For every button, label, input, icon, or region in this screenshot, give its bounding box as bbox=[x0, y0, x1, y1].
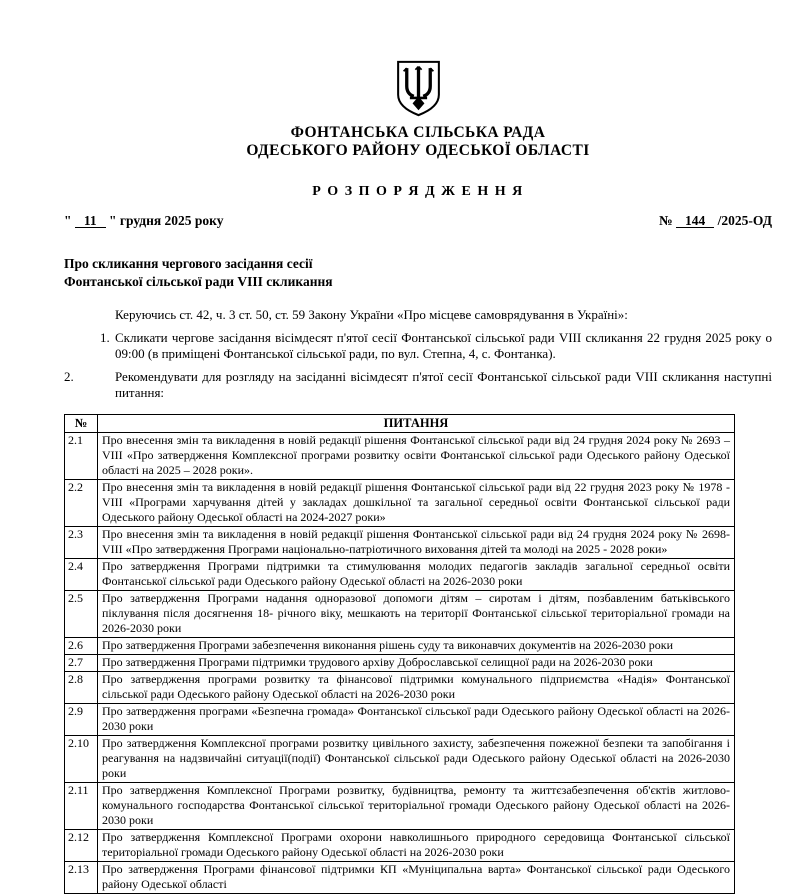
question-text: Про затвердження Комплексної Програми розвитку, будівництва, ремонту та життєзабезпечення об'єктів житлово-комунального господарства Фонтанської сільської територіальної громади Одеського району Одеської області на 2026-2030 роки bbox=[98, 783, 735, 830]
order-item-1-text: Скликати чергове засідання вісімдесят п'ятої сесії Фонтанської сільської ради VIII скликання 22 грудня 2025 року о 09:00 (в приміщені Фонтанської сільської ради, по вул. Степна, 4, с. Фонтанка). bbox=[115, 330, 772, 361]
question-text: Про затвердження Програми забезпечення виконання рішень суду та виконавчих документів на 2026-2030 роки bbox=[98, 638, 735, 655]
question-number: 2.1 bbox=[65, 433, 98, 480]
subject-block bbox=[64, 255, 772, 290]
column-header-number: № bbox=[65, 415, 98, 433]
meta-row bbox=[64, 213, 772, 229]
question-text: Про затвердження програми «Безпечна громада» Фонтанської сільської ради Одеського району Одеської області на 2026-2030 роки bbox=[98, 704, 735, 736]
doc-number-prefix: № bbox=[659, 213, 673, 228]
table-row bbox=[65, 830, 735, 862]
table-row bbox=[65, 736, 735, 783]
org-name-line1: ФОНТАНСЬКА СІЛЬСЬКА РАДА bbox=[290, 124, 546, 141]
questions-table-header-row bbox=[65, 415, 735, 433]
question-number: 2.13 bbox=[65, 862, 98, 894]
question-text: Про затвердження Комплексної Програми охорони навколишнього природного середовища Фонтанської сільської територіальної громади Одеського району Одеської області на 2026-2030 роки bbox=[98, 830, 735, 862]
question-number: 2.3 bbox=[65, 527, 98, 559]
doc-number bbox=[659, 213, 772, 229]
table-row bbox=[65, 480, 735, 527]
question-number: 2.12 bbox=[65, 830, 98, 862]
doc-number-suffix: /2025-ОД bbox=[717, 213, 772, 228]
question-text: Про затвердження Програми фінансової підтримки КП «Муніципальна варта» Фонтанської сільської ради Одеського району Одеської області bbox=[98, 862, 735, 894]
date-rest: грудня 2025 року bbox=[119, 213, 224, 228]
document-content bbox=[64, 0, 772, 894]
table-row bbox=[65, 559, 735, 591]
question-number: 2.7 bbox=[65, 655, 98, 672]
question-number: 2.2 bbox=[65, 480, 98, 527]
table-row bbox=[65, 591, 735, 638]
table-row bbox=[65, 638, 735, 655]
table-row bbox=[65, 862, 735, 894]
questions-table bbox=[64, 414, 735, 894]
questions-table-body bbox=[65, 433, 735, 894]
table-row bbox=[65, 783, 735, 830]
question-number: 2.4 bbox=[65, 559, 98, 591]
question-text: Про внесення змін та викладення в новій редакції рішення Фонтанської сільської ради від 24 грудня 2024 року № 2693 – VIII «Про затвердження Комплексної програми розвитку освіти Фонтанської сільської ради Одеського району Одеської області на 2025 – 2028 роки». bbox=[98, 433, 735, 480]
order-item-1 bbox=[64, 330, 772, 362]
table-row bbox=[65, 527, 735, 559]
order-item-2-text: Рекомендувати для розгляду на засіданні вісімдесят п'ятої сесії Фонтанської сільської ради VIII скликання наступні питання: bbox=[115, 369, 772, 400]
subject-line2: Фонтанської сільської ради VIII скликання bbox=[64, 273, 333, 289]
question-number: 2.10 bbox=[65, 736, 98, 783]
question-number: 2.11 bbox=[65, 783, 98, 830]
date-close-quote: " bbox=[109, 213, 117, 228]
date-day-value: 11 bbox=[75, 214, 106, 228]
question-text: Про затвердження програми розвитку та фінансової підтримки комунального підприємства «Надія» Фонтанської сільської ради Одеського району Одеської області на 2026-2030 роки bbox=[98, 672, 735, 704]
ukraine-trident-icon bbox=[395, 60, 442, 117]
subject-line1: Про скликання чергового засідання сесії bbox=[64, 256, 313, 271]
question-text: Про затвердження Програми підтримки та стимулювання молодих педагогів закладів загальної середньої освіти Фонтанської сільської ради Одеського району Одеської області на 2026-2030 роки bbox=[98, 559, 735, 591]
coat-of-arms bbox=[64, 60, 772, 117]
question-text: Про внесення змін та викладення в новій редакції рішення Фонтанської сільської ради від 22 грудня 2023 року № 1978 - VIII «Програми харчування дітей у закладах дошкільної та загальної середньої освіти Фонтанської сільської ради Одеського району Одеської області на 2024-2027 роки» bbox=[98, 480, 735, 527]
table-row bbox=[65, 433, 735, 480]
date-open-quote: " bbox=[64, 213, 72, 228]
doc-date bbox=[64, 213, 224, 229]
column-header-question: ПИТАННЯ bbox=[98, 415, 735, 433]
question-number: 2.9 bbox=[65, 704, 98, 736]
doc-type-title: Р О З П О Р Я Д Ж Е Н Н Я bbox=[312, 184, 524, 199]
org-name-line2: ОДЕСЬКОГО РАЙОНУ ОДЕСЬКОЇ ОБЛАСТІ bbox=[246, 142, 590, 159]
question-text: Про затвердження Програми підтримки трудового архіву Доброславської селищної ради на 2026-2030 роки bbox=[98, 655, 735, 672]
question-number: 2.5 bbox=[65, 591, 98, 638]
question-number: 2.6 bbox=[65, 638, 98, 655]
question-text: Про внесення змін та викладення в новій редакції рішення Фонтанської сільської ради від 24 грудня 2024 року № 2698-VIII «Про затвердження Програми національно-патріотичного виховання дітей та молоді на 2025 - 2028 роки» bbox=[98, 527, 735, 559]
order-item-1-number: 1. bbox=[100, 330, 110, 345]
question-text: Про затвердження Програми надання одноразової допомоги дітям – сиротам і дітям, позбавленим батьківського піклування після досягнення 18- річного віку, мешкають на території Фонтанської сільської територіальної громади на 2026-2030 роки bbox=[98, 591, 735, 638]
preamble-text: Керуючись ст. 42, ч. 3 ст. 50, ст. 59 Закону України «Про місцеве самоврядування в Україні»: bbox=[115, 307, 628, 322]
question-text: Про затвердження Комплексної програми розвитку цивільного захисту, забезпечення пожежної безпеки та запобігання і реагування на надзвичайні ситуації(події) Фонтанської сільської ради Одеського району Одеської області на 2026-2030 роки bbox=[98, 736, 735, 783]
table-row bbox=[65, 704, 735, 736]
order-item-2-number: 2. bbox=[64, 369, 74, 384]
doc-number-value: 144 bbox=[676, 214, 714, 228]
table-row bbox=[65, 655, 735, 672]
table-row bbox=[65, 672, 735, 704]
question-number: 2.8 bbox=[65, 672, 98, 704]
order-item-2 bbox=[64, 369, 772, 401]
